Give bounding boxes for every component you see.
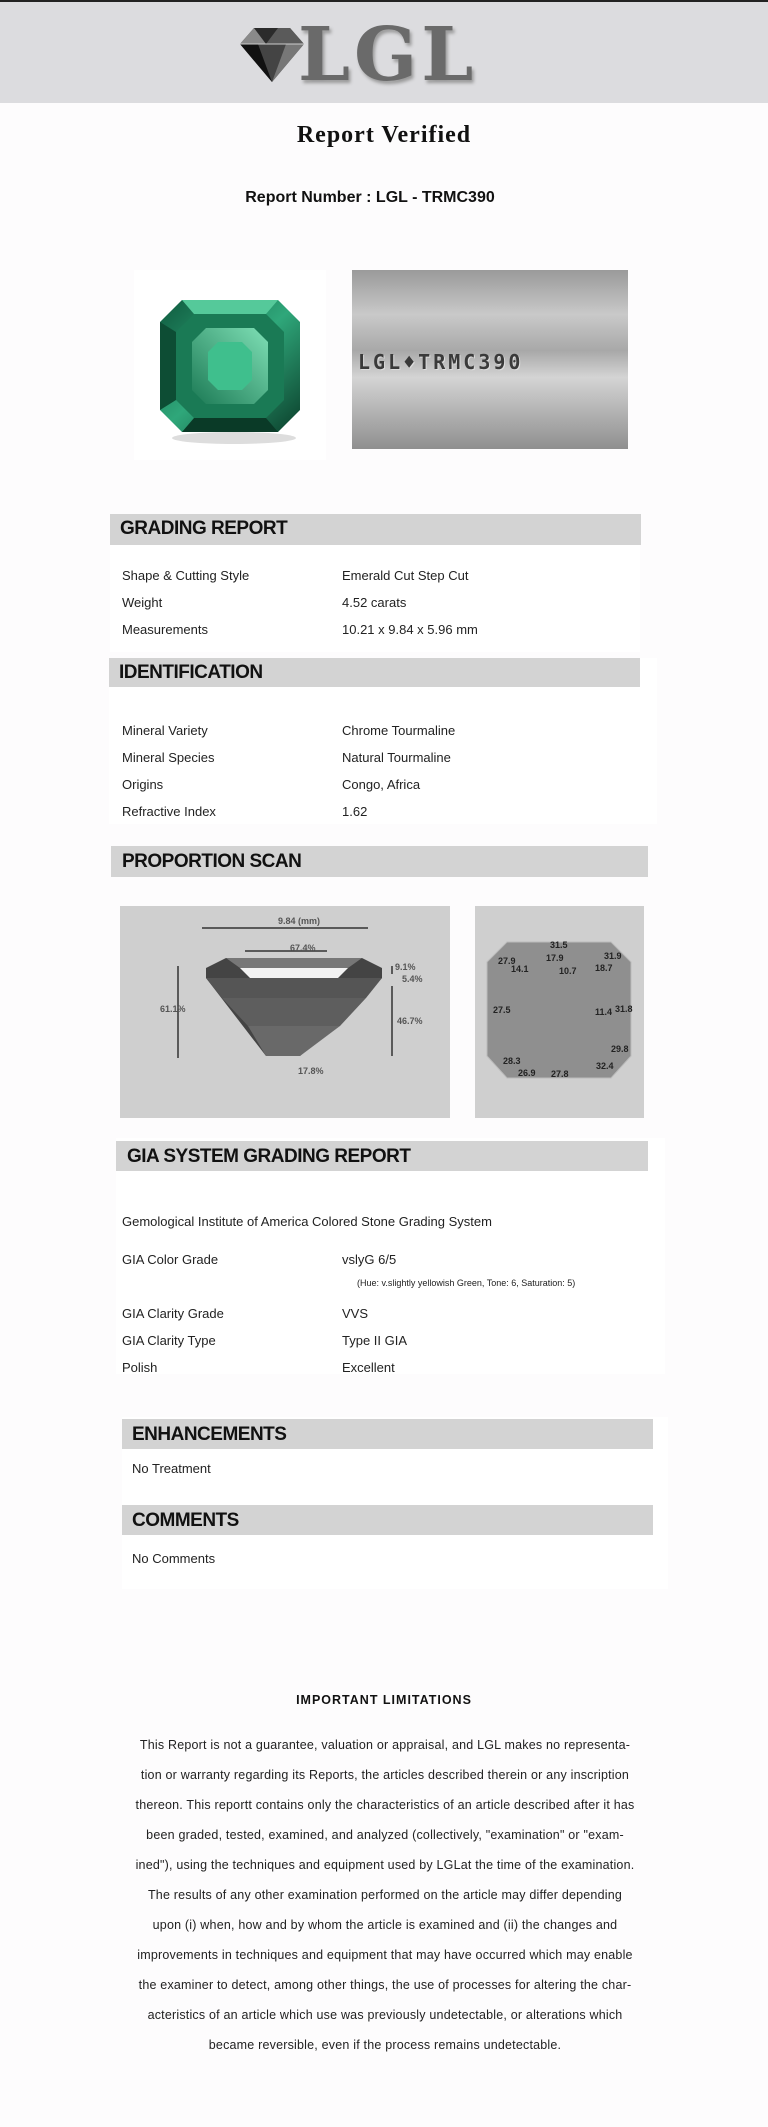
clarity-type-value: Type II GIA (342, 1333, 408, 1348)
color-grade-label: GIA Color Grade (122, 1252, 219, 1267)
enhancements-value: No Treatment (132, 1461, 211, 1476)
page-title: Report Verified (296, 122, 472, 148)
top-view-value: 10.7 (559, 966, 577, 976)
culet-label: 17.8% (298, 1066, 324, 1076)
measurements-value: 10.21 x 9.84 x 5.96 mm (342, 622, 478, 637)
top-view-value: 27.8 (551, 1069, 569, 1079)
top-view-diagram (475, 906, 644, 1118)
gia-heading: GIA SYSTEM GRADING REPORT (116, 1141, 648, 1171)
header-bar (0, 2, 768, 103)
limitations-line: tion or warranty regarding its Reports, the articles described therein or any inscription (140, 1768, 630, 1782)
top-view-value: 28.3 (503, 1056, 521, 1066)
proportion-scan-heading: PROPORTION SCAN (111, 846, 648, 877)
limitations-line: became reversible, even if the process remains undetectable. (208, 2038, 562, 2052)
table-label: 67.4% (290, 943, 316, 953)
color-grade-value: vslyG 6/5 (342, 1252, 397, 1267)
top-view-value: 14.1 (511, 964, 529, 974)
origins-label: Origins (122, 777, 164, 792)
top-view-value: 29.8 (611, 1044, 629, 1054)
shape-label: Shape & Cutting Style (122, 568, 250, 583)
report-number: Report Number : LGL - TRMC390 (245, 189, 495, 206)
species-label: Mineral Species (122, 750, 215, 765)
top-view-value: 17.9 (546, 953, 564, 963)
clarity-type-label: GIA Clarity Type (122, 1333, 216, 1348)
comments-heading: COMMENTS (122, 1505, 653, 1535)
variety-value: Chrome Tourmaline (342, 723, 456, 738)
ri-value: 1.62 (342, 804, 368, 819)
gem-photo (134, 270, 326, 460)
limitations-line: acteristics of an article which use was previously undetectable, or alterations which (147, 2008, 623, 2022)
ri-label: Refractive Index (122, 804, 216, 819)
limitations-line: been graded, tested, examined, and analyzed (collectively, "examination" or "exam- (146, 1828, 624, 1842)
color-grade-note: (Hue: v.slightly yellowish Green, Tone: 6, Saturation: 5) (357, 1278, 576, 1288)
polish-label: Polish (122, 1360, 158, 1375)
top-view-value: 31.5 (550, 940, 568, 950)
girdle-label: 5.4% (402, 974, 423, 984)
top-view-value: 27.5 (493, 1005, 511, 1015)
depth-label: 61.1% (160, 1004, 186, 1014)
comments-value: No Comments (132, 1551, 216, 1566)
top-view-value: 26.9 (518, 1068, 536, 1078)
shape-value: Emerald Cut Step Cut (342, 568, 469, 583)
width-label: 9.84 (mm) (278, 916, 321, 926)
clarity-grade-label: GIA Clarity Grade (122, 1306, 224, 1321)
laser-inscription: LGL♦TRMC390 (358, 350, 524, 374)
limitations-line: This Report is not a guarantee, valuation or appraisal, and LGL makes no representa- (139, 1738, 631, 1752)
species-value: Natural Tourmaline (342, 750, 451, 765)
limitations-line: improvements in techniques and equipment that may have occurred which may enable (137, 1948, 633, 1962)
logo-text: LGL (298, 12, 478, 98)
pavilion-label: 46.7% (397, 1016, 423, 1026)
profile-diagram (120, 906, 450, 1118)
polish-value: Excellent (342, 1360, 395, 1375)
gia-system-name: Gemological Institute of America Colored Stone Grading System (122, 1214, 492, 1229)
limitations-heading: IMPORTANT LIMITATIONS (296, 1693, 472, 1707)
grading-report-heading: GRADING REPORT (110, 514, 641, 545)
identification-heading: IDENTIFICATION (109, 658, 640, 687)
enhancements-heading: ENHANCEMENTS (122, 1419, 653, 1449)
clarity-grade-value: VVS (342, 1306, 369, 1321)
top-view-value: 32.4 (596, 1061, 614, 1071)
limitations-line: The results of any other examination performed on the article may differ depending (147, 1888, 623, 1902)
weight-label: Weight (122, 595, 163, 610)
weight-value: 4.52 carats (342, 595, 407, 610)
variety-label: Mineral Variety (122, 723, 208, 738)
crown-height-label: 9.1% (395, 962, 416, 972)
top-view-value: 18.7 (595, 963, 613, 973)
measurements-label: Measurements (122, 622, 208, 637)
limitations-line: the examiner to detect, among other things, the use of processes for altering the char- (138, 1978, 632, 1992)
top-view-value: 27.9 (498, 956, 516, 966)
top-view-value: 31.8 (615, 1004, 633, 1014)
top-view-value: 31.9 (604, 951, 622, 961)
lgl-logo[interactable] (232, 12, 488, 98)
limitations-line: upon (i) when, how and by whom the article is examined and (ii) the changes and (152, 1918, 618, 1932)
top-view-value: 11.4 (595, 1007, 613, 1017)
limitations-line: ined"), using the techniques and equipment used by LGLat the time of the examination. (135, 1858, 635, 1872)
inscription-photo (352, 270, 628, 449)
origins-value: Congo, Africa (342, 777, 421, 792)
limitations-line: thereon. This reportt contains only the characteristics of an article described after it has (135, 1798, 635, 1812)
